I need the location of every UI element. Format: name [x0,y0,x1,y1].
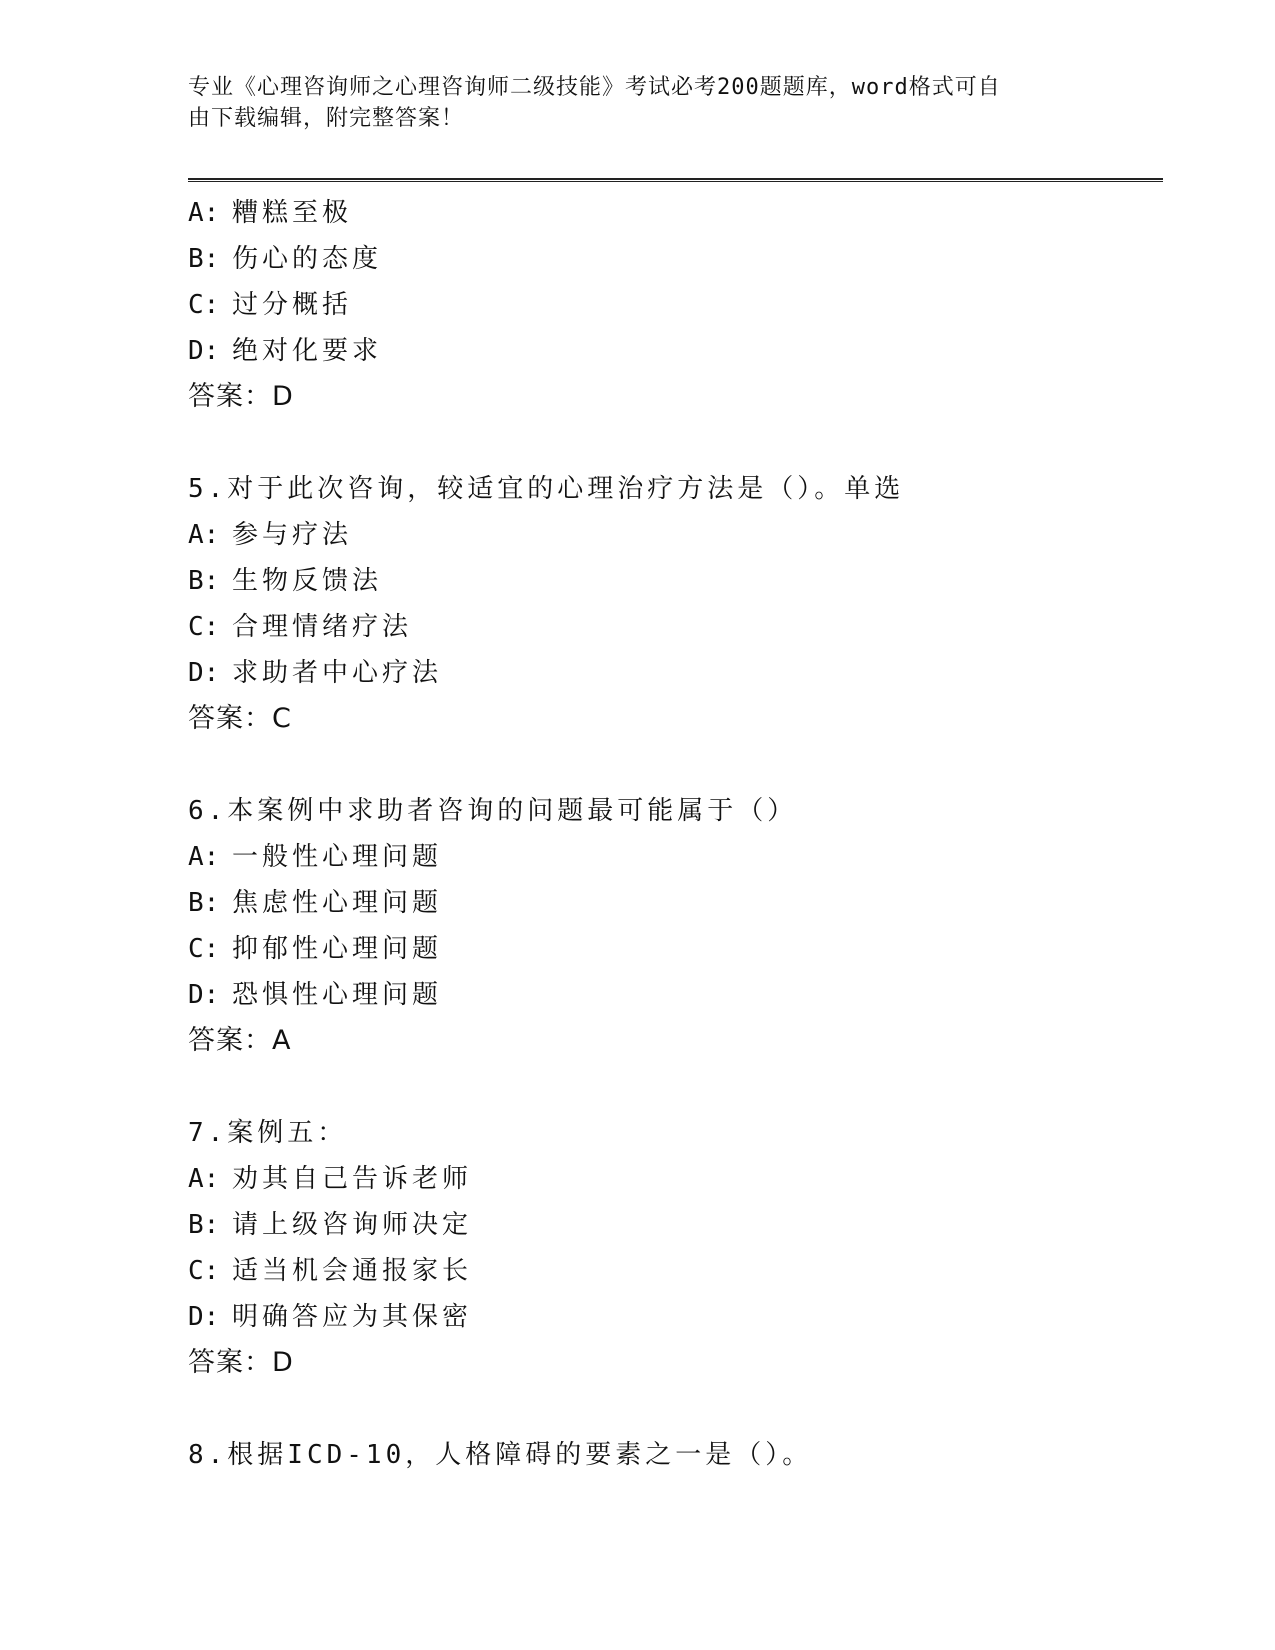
question-text: 8.根据ICD-10，人格障碍的要素之一是（）。 [188,1440,813,1470]
answer-line: 答案：D [188,381,294,412]
answer-line: 答案：D [188,1347,294,1378]
option-d: D: 求助者中心疗法 [188,658,443,688]
option-a: A: 劝其自己告诉老师 [188,1164,473,1194]
option-b: B: 焦虑性心理问题 [188,888,443,918]
question-block-7 [188,1110,1163,1386]
option-c: C: 过分概括 [188,290,353,320]
option-b: B: 请上级咨询师决定 [188,1210,473,1240]
question-block-4 [188,190,1163,420]
option-d: D: 恐惧性心理问题 [188,980,443,1010]
option-a: A: 糟糕至极 [188,198,353,228]
option-d: D: 明确答应为其保密 [188,1302,473,1332]
spacer [188,1386,1163,1432]
option-c: C: 合理情绪疗法 [188,612,413,642]
question-text: 5.对于此次咨询，较适宜的心理治疗方法是（）。单选 [188,474,905,504]
question-block-6 [188,788,1163,1064]
option-b: B: 生物反馈法 [188,566,383,596]
option-a: A: 参与疗法 [188,520,353,550]
spacer [188,420,1163,466]
option-d: D: 绝对化要求 [188,336,383,366]
spacer [188,742,1163,788]
option-a: A: 一般性心理问题 [188,842,443,872]
question-list [188,190,1163,1478]
answer-line: 答案：C [188,703,292,734]
header-divider [188,178,1163,182]
spacer [188,1064,1163,1110]
option-c: C: 抑郁性心理问题 [188,934,443,964]
header-line-1: 专业《心理咨询师之心理咨询师二级技能》考试必考200题题库，word格式可自 [188,75,1001,100]
answer-line: 答案：A [188,1025,292,1056]
question-block-5 [188,466,1163,742]
question-block-8 [188,1432,1163,1478]
question-text: 6.本案例中求助者咨询的问题最可能属于（） [188,796,798,826]
option-c: C: 适当机会通报家长 [188,1256,473,1286]
document-header [188,72,1088,134]
header-line-2: 由下载编辑，附完整答案！ [188,106,465,131]
question-text: 7.案例五： [188,1118,348,1148]
option-b: B: 伤心的态度 [188,244,383,274]
